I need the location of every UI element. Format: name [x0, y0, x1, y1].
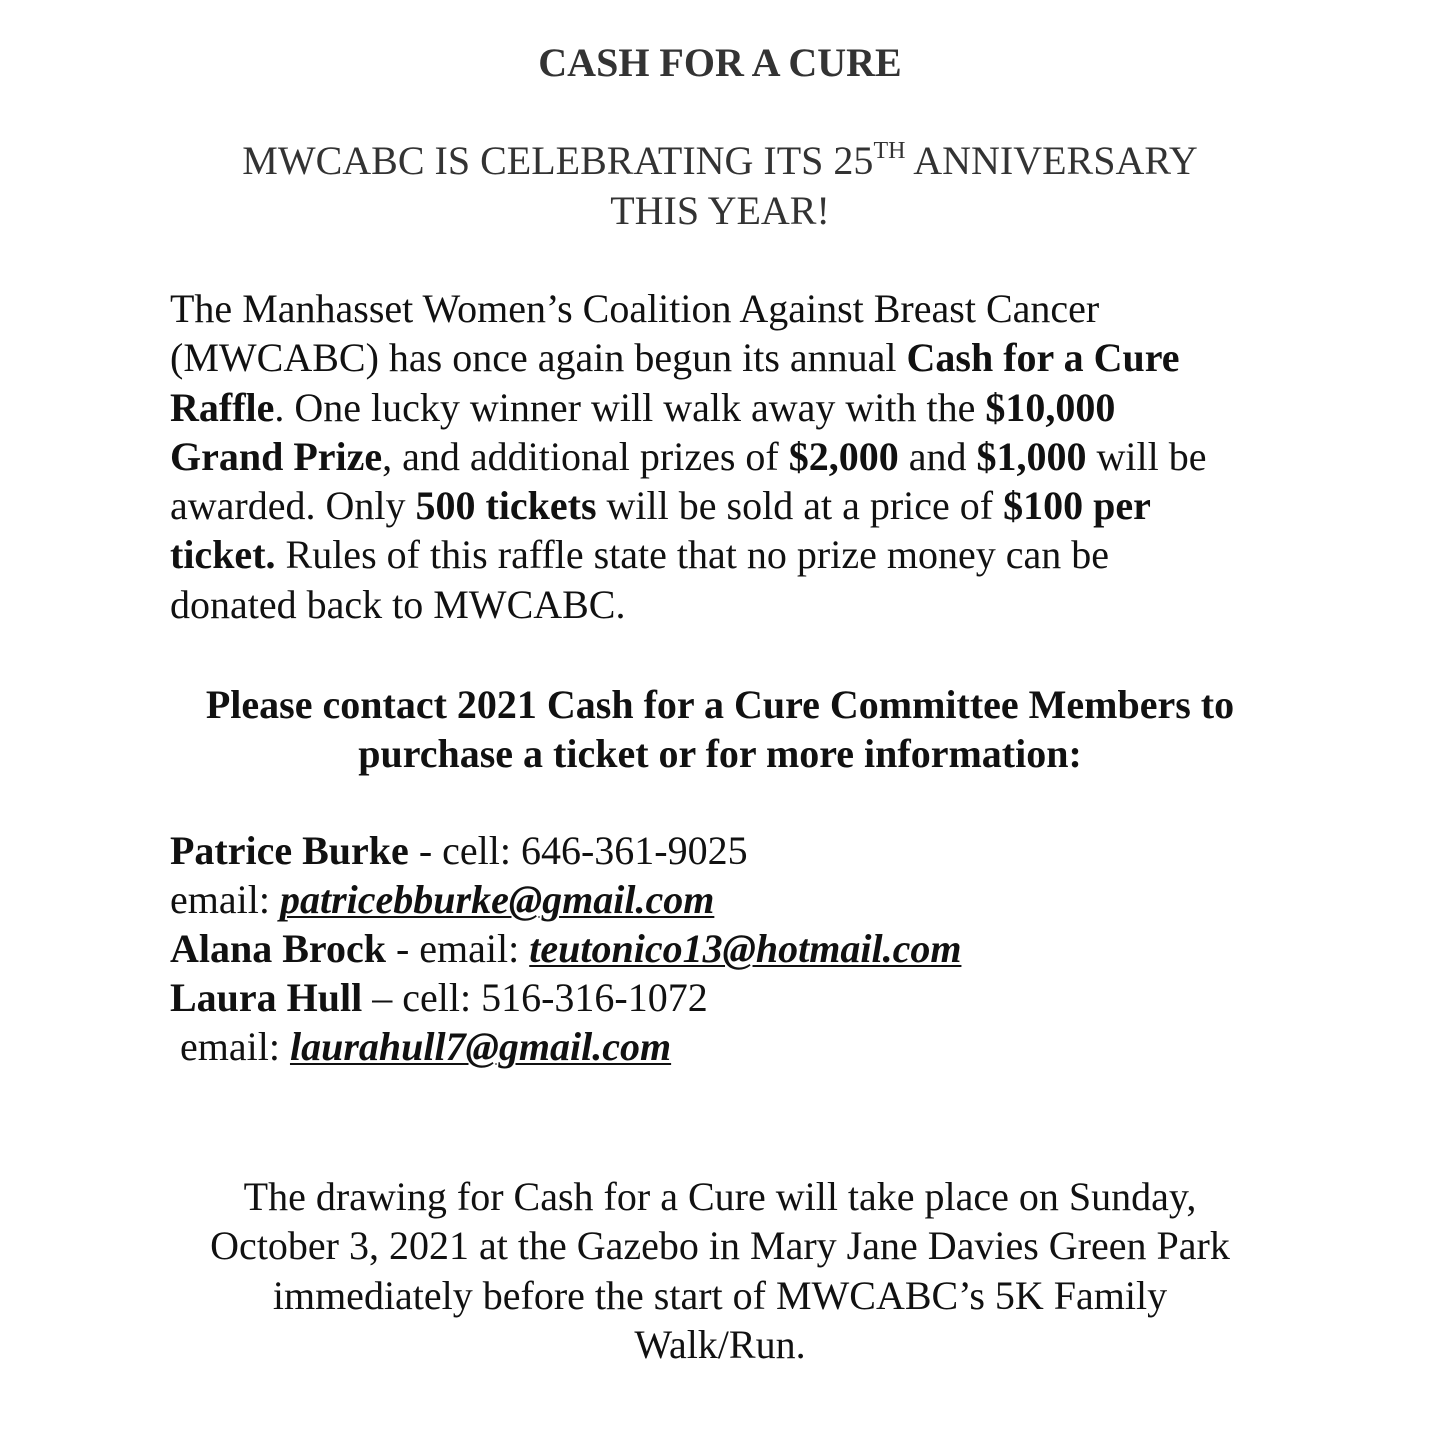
drawing-details: The drawing for Cash for a Cure will take place on Sunday, October 3, 2021 at the Gazebo in Mary Jane Davies Green Park immediately before the start of MWCABC’s 5K Family Walk/Run.	[210, 1174, 1230, 1367]
contact-phone: – cell: 516-316-1072	[362, 975, 708, 1020]
contact-phone: - cell: 646-361-9025	[408, 828, 748, 873]
raffle-description	[170, 284, 1280, 629]
email-link-patrice[interactable]: patricebburke@gmail.com	[279, 877, 715, 922]
email-link-alana[interactable]: teutonico13@hotmail.com	[529, 926, 962, 971]
contact-name: Laura Hull	[170, 975, 363, 1020]
contact-email-row: email: patricebburke@gmail.com	[170, 877, 715, 922]
description-line: donated back to MWCABC.	[170, 581, 626, 627]
contact-alana-brock: Alana Brock - email: teutonico13@hotmail.com	[170, 926, 962, 971]
contact-laura-hull	[170, 973, 1270, 1022]
ticket-count: 500 tickets	[415, 483, 597, 529]
description-line: Grand Prize, and additional prizes of $2,000 and $1,000 will be	[170, 433, 1207, 479]
description-line: (MWCABC) has once again begun its annual Cash for a Cure	[170, 335, 1180, 381]
description-line: Raffle. One lucky winner will walk away with the $10,000	[170, 384, 1116, 430]
contact-heading: Please contact 2021 Cash for a Cure Committee Members to purchase a ticket or for more information:	[205, 682, 1235, 776]
second-prize-amount: $2,000	[788, 433, 899, 479]
ticket-price: $100 per	[1003, 483, 1151, 529]
contact-list	[170, 826, 1270, 1071]
anniversary-announcement	[0, 136, 1440, 236]
contact-name: Patrice Burke	[170, 828, 409, 873]
description-line: awarded. Only 500 tickets will be sold at a price of $100 per	[170, 483, 1151, 529]
contact-email-row: email: laurahull7@gmail.com	[180, 1024, 672, 1069]
anniversary-line-2: THIS YEAR!	[610, 188, 830, 233]
description-line: ticket. Rules of this raffle state that no prize money can be	[170, 532, 1109, 578]
email-link-laura[interactable]: laurahull7@gmail.com	[289, 1024, 672, 1069]
page-title: CASH FOR A CURE	[538, 40, 902, 85]
contact-name: Alana Brock	[170, 926, 386, 971]
ordinal-suffix: TH	[873, 138, 906, 164]
third-prize-amount: $1,000	[976, 433, 1087, 479]
raffle-name: Cash for a Cure	[906, 335, 1180, 381]
contact-patrice-burke	[170, 826, 1270, 875]
description-line: The Manhasset Women’s Coalition Against Breast Cancer	[170, 286, 1100, 331]
anniversary-line-1: MWCABC IS CELEBRATING ITS 25TH ANNIVERSARY	[242, 138, 1198, 183]
grand-prize-amount: $10,000	[985, 384, 1116, 430]
